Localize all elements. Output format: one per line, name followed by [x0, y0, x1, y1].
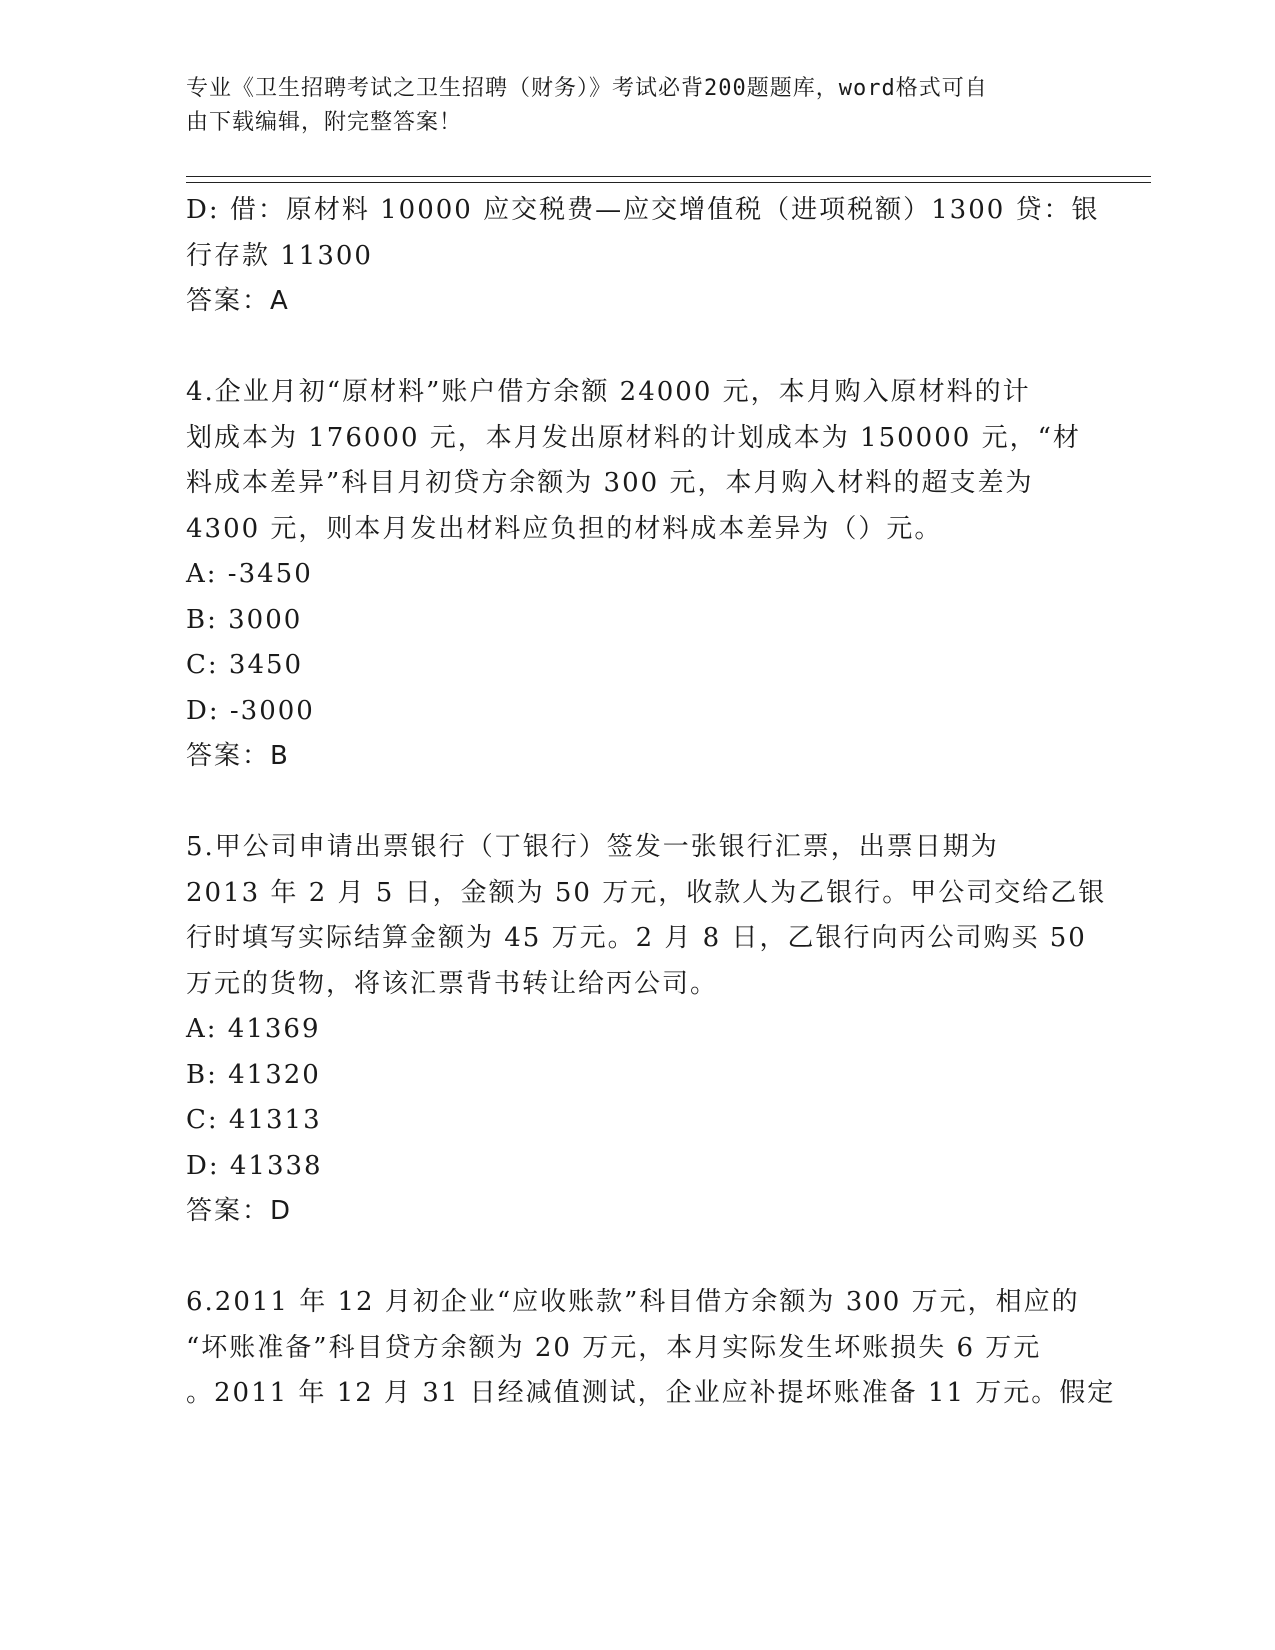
question-text-line: 行时填写实际结算金额为 45 万元。2 月 8 日，乙银行向丙公司购买 50 — [186, 923, 1087, 953]
question-text-line: 4300 元，则本月发出材料应负担的材料成本差异为（）元。 — [186, 513, 943, 544]
question-text-line: 2013 年 2 月 5 日，金额为 50 万元，收款人为乙银行。甲公司交给乙银 — [186, 877, 1107, 908]
header-line-2: 由下载编辑，附完整答案！ — [186, 110, 463, 135]
option-c: C: 3450 — [186, 650, 304, 680]
question-text-line: 5.甲公司申请出票银行（丁银行）签发一张银行汇票，出票日期为 — [186, 832, 999, 862]
document-header — [186, 72, 1066, 140]
question-text-line: 划成本为 176000 元，本月发出原材料的计划成本为 150000 元，“材 — [186, 422, 1081, 453]
question-3-tail — [186, 188, 1100, 325]
question-text-line: 料成本差异”科目月初贷方余额为 300 元，本月购入材料的超支差为 — [186, 468, 1034, 498]
option-d-line-1: D: 借：原材料 10000 应交税费—应交增值税（进项税额）1300 贷：银 — [186, 195, 1100, 225]
question-text-line: 4.企业月初“原材料”账户借方余额 24000 元，本月购入原材料的计 — [186, 377, 1031, 407]
option-d-line-2: 行存款 11300 — [186, 240, 373, 271]
header-line-1: 专业《卫生招聘考试之卫生招聘（财务）》考试必背200题题库，word格式可自 — [186, 76, 988, 101]
answer-label: 答案：A — [186, 286, 290, 316]
option-b: B: 3000 — [186, 604, 303, 635]
option-d: D: 41338 — [186, 1150, 323, 1181]
answer-label: 答案：D — [186, 1196, 293, 1226]
question-text-line: 万元的货物，将该汇票背书转让给丙公司。 — [186, 968, 719, 999]
header-rule-bottom — [186, 182, 1151, 183]
question-4 — [186, 370, 1086, 780]
header-rule-top — [186, 176, 1151, 177]
spacer — [186, 780, 1086, 826]
answer-label: 答案：B — [186, 741, 290, 771]
option-a: A: 41369 — [186, 1014, 321, 1044]
question-6 — [186, 1280, 1116, 1417]
question-5 — [186, 825, 1107, 1235]
option-d: D: -3000 — [186, 695, 315, 726]
option-b: B: 41320 — [186, 1059, 321, 1090]
spacer — [186, 325, 1086, 371]
question-text-line: 。2011 年 12 月 31 日经减值测试，企业应补提坏账准备 11 万元。假定 — [186, 1378, 1116, 1408]
document-body — [186, 188, 1116, 1417]
option-c: C: 41313 — [186, 1105, 322, 1135]
option-a: A: -3450 — [186, 559, 313, 589]
spacer — [186, 1235, 1086, 1281]
question-text-line: “坏账准备”科目贷方余额为 20 万元，本月实际发生坏账损失 6 万元 — [186, 1332, 1042, 1363]
question-text-line: 6.2011 年 12 月初企业“应收账款”科目借方余额为 300 万元，相应的 — [186, 1287, 1080, 1317]
